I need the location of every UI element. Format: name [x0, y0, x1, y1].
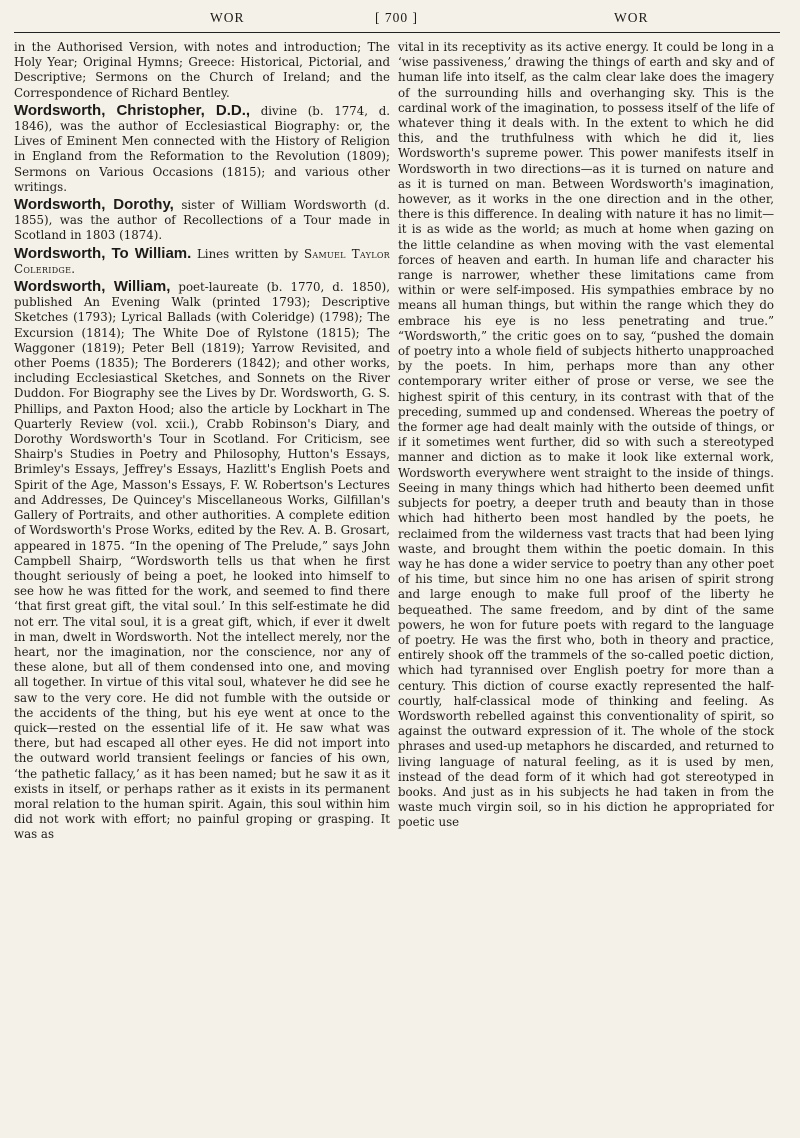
header-right-guideword: WOR [614, 10, 649, 25]
entry-dorothy [14, 197, 390, 244]
header-left-guideword: WOR [210, 10, 245, 25]
left-column [14, 40, 390, 843]
entry-headword: Wordsworth, Dorothy, [14, 196, 174, 214]
entry-to-william [14, 246, 390, 277]
entry-christopher [14, 103, 390, 195]
right-column [398, 40, 774, 831]
continued-paragraph: vital in its receptivity as its active energy. It could be long in a ‘wise passiveness,’ drawing the things of earth and sky and of human life into itself, as the calm clear lake does the imagery of the surrounding hills and overhanging sky. This is the cardinal work of the imagination, to possess itself of the life of whatever thing it deals with. In the extent to which he did this, and the truthfulness with which he did it, lies Wordsworth's supreme power. This power manifests itself in Wordsworth in two directions—as it is turned on nature and as it is turned on man. Between Wordsworth's imagination, however, as it works in the one direction and in the other, there is this difference. In dealing with nature it has no limit—it is as wide as the world; as much at home when gazing on the little celandine as when moving with the vast elemental forces of heaven and earth. In human life and character his range is narrower, whether these limitations came from within or were self-imposed. His sympathies embrace by no means all human things, but within the range which they do embrace his eye is no less penetrating and true.” “Wordsworth,” the critic goes on to say, “pushed the domain of poetry into a whole field of subjects hitherto unapproached by the poets. In him, perhaps more than any other contemporary writer either of prose or verse, we see the highest spirit of this century, in its contrast with that of the preceding, summed up and condensed. Whereas the poetry of the former age had dealt mainly with the outside of things, or if it sometimes went further, did so with such a stereotyped manner and diction as to make it look like external work, Wordsworth everywhere went straight to the inside of things. Seeing in many things which had hitherto been deemed unfit subjects for poetry, a deeper truth and beauty than in those which had hitherto been most handled by the poets, he reclaimed from the wilderness vast tracts that had been lying waste, and brought them within the poetic domain. In this way he has done a wider service to poetry than any other poet of his time, but since him no one has arisen of spirit strong and large enough to make full proof of the liberty he bequeathed. The same freedom, and by dint of the same powers, he won for future poets with regard to the language of poetry. He was the first who, both in theory and practice, entirely shook off the trammels of the so-called poetic diction, which had tyrannised over English poetry for more than a century. This diction of course exactly represented the half-courtly, half-classical mode of thinking and feeling. As Wordsworth rebelled against this conventionality of spirit, so against the outward expression of it. The whole of the stock phrases and used-up metaphors he discarded, and returned to living language of natural feeling, as it is used by men, instead of the dead form of it which had got stereotyped in books. And just as in his subjects he had taken in from the waste much virgin soil, so in his diction he appropriated for poetic use [398, 40, 774, 830]
continued-paragraph: in the Authorised Version, with notes and introduction; The Holy Year; Original Hymns; Greece: Historical, Pictorial, and Descriptive; Sermons on the Church of Ireland; and the Correspondence of Richard Bentley. [14, 40, 390, 100]
entry-headword: Wordsworth, William, [14, 278, 171, 296]
entry-body: divine (b. 1774, d. 1846), was the author of Ecclesiastical Biography: or, the Lives of Eminent Men connected with the History of Religion in England from the Reformation to the Revolution (1809); Sermons on Various Occasions (1815); and various other writings. [14, 103, 390, 194]
entry-headword: Wordsworth, To William. [14, 244, 192, 262]
entry-william [14, 279, 390, 843]
entry-body: Lines written by [191, 246, 304, 261]
page-number: [ 700 ] [375, 10, 418, 25]
entry-author: Samuel Taylor Coleridge. [14, 246, 391, 276]
running-header [0, 4, 800, 28]
header-rule [14, 32, 780, 33]
entry-body: poet-laureate (b. 1770, d. 1850), published An Evening Walk (printed 1793); Descriptive Sketches (1793); Lyrical Ballads (with Coleridge) (1798); The Excursion (1814); The White Doe of Rylstone (1815); The Waggoner (1819); Peter Bell (1819); Yarrow Revisited, and other Poems (1835); The Borderers (1842); and other works, including Ecclesiastical Sketches, and Sonnets on the River Duddon. For Biography see the Lives by Dr. Wordsworth, G. S. Phillips, and Paxton Hood; also the article by Lockhart in The Quarterly Review (vol. xcii.), Crabb Robinson's Diary, and Dorothy Wordsworth's Tour in Scotland. For Criticism, see Shairp's Studies in Poetry and Philosophy, Hutton's Essays, Brimley's Essays, Jeffrey's Essays, Hazlitt's English Poets and Spirit of the Age, Masson's Essays, F. W. Robertson's Lectures and Addresses, De Quincey's Miscellaneous Works, Gilfillan's Gallery of Portraits, and other authorities. A complete edition of Wordsworth's Prose Works, edited by the Rev. A. B. Grosart, appeared in 1875. “In the opening of The Prelude,” says John Campbell Shairp, “Wordsworth tells us that when he first thought seriously of being a poet, he looked into himself to see how he was fitted for the work, and seemed to find there ‘that first great gift, the vital soul.’ In this self-estimate he did not err. The vital soul, it is a great gift, which, if ever it dwelt in man, dwelt in Wordsworth. Not the intellect merely, nor the heart, nor the imagination, nor the conscience, nor any of these alone, but all of them condensed into one, and moving all together. In virtue of this vital soul, whatever he did see he saw to the very core. He did not fumble with the outside or the accidents of the thing, but his eye went at once to the quick—rested on the essential life of it. He saw what was there, but had escaped all other eyes. He did not import into the outward world transient feelings or fancies of his own, ‘the pathetic fallacy,’ as it has been named; but he saw it as it exists in itself, or perhaps rather as it exists in its permanent moral relation to the human spirit. Again, this soul within him did not work with effort; no painful groping or grasping. It was as [14, 280, 390, 842]
entry-headword: Wordsworth, Christopher, D.D., [14, 101, 251, 119]
entry-body: sister of William Wordsworth (d. 1855), was the author of Recollections of a Tour made in Scotland in 1803 (1874). [14, 198, 390, 243]
